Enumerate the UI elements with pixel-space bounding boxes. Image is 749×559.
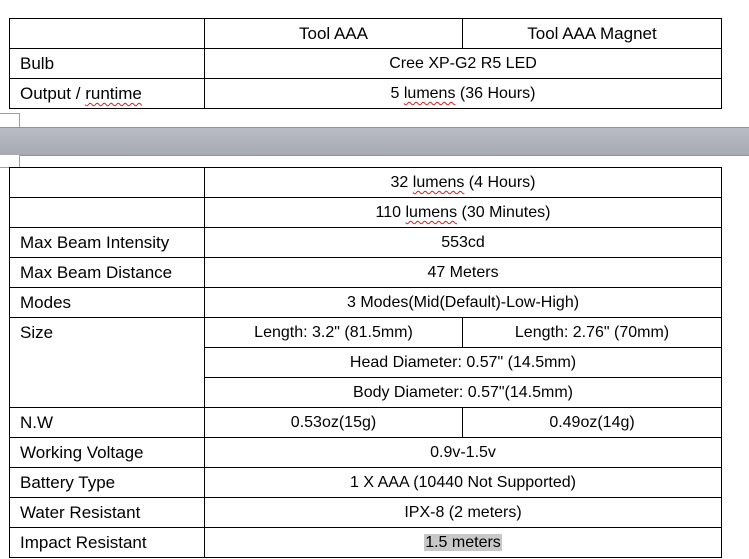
row-label-battery-type[interactable]: Battery Type [10,468,205,498]
value-text: 5 [390,85,404,102]
row-label-impact-resistant[interactable]: Impact Resistant [10,528,205,558]
table-row [10,198,722,228]
table-row [10,408,722,438]
output-label-cell[interactable] [10,198,205,228]
table-row [10,228,722,258]
value-text: (4 Hours) [464,174,536,191]
length-tool-aaa[interactable]: Length: 3.2" (81.5mm) [205,318,463,348]
row-label-nw[interactable]: N.W [10,408,205,438]
length-tool-aaa-magnet[interactable]: Length: 2.76" (70mm) [463,318,722,348]
max-beam-distance-value[interactable]: 47 Meters [205,258,722,288]
spellcheck-word: runtime [85,84,142,103]
row-label-modes[interactable]: Modes [10,288,205,318]
output-high-value[interactable] [205,168,722,198]
modes-value[interactable]: 3 Modes(Mid(Default)-Low-High) [205,288,722,318]
table-row [10,49,722,79]
row-label-water-resistant[interactable]: Water Resistant [10,498,205,528]
battery-type-value[interactable]: 1 X AAA (10440 Not Supported) [205,468,722,498]
body-diameter-value[interactable]: Body Diameter: 0.57"(14.5mm) [205,378,722,408]
water-resistant-value[interactable]: IPX-8 (2 meters) [205,498,722,528]
spellcheck-word: lumens [405,204,458,221]
row-label-size[interactable]: Size [10,318,205,408]
output-low-value[interactable] [205,79,722,109]
table-row [10,528,722,558]
bulb-value[interactable]: Cree XP-G2 R5 LED [205,49,722,79]
impact-resistant-cell[interactable] [205,528,722,558]
nw-tool-aaa[interactable]: 0.53oz(15g) [205,408,463,438]
spellcheck-word: lumens [412,174,465,191]
row-label-working-voltage[interactable]: Working Voltage [10,438,205,468]
table-row [10,288,722,318]
value-text: 110 [375,204,406,221]
table-row [10,318,722,348]
table-row [10,438,722,468]
header-row [10,19,722,49]
header-tool-aaa[interactable]: Tool AAA [205,19,463,49]
page-break-corner-top [0,113,20,128]
nw-tool-aaa-magnet[interactable]: 0.49oz(14g) [463,408,722,438]
output-label-cell[interactable] [10,168,205,198]
row-label-max-beam-intensity[interactable]: Max Beam Intensity [10,228,205,258]
header-empty-cell[interactable] [10,19,205,49]
label-text: Output / [20,84,86,103]
table-row [10,468,722,498]
head-diameter-value[interactable]: Head Diameter: 0.57" (14.5mm) [205,348,722,378]
impact-resistant-value-selected[interactable]: 1.5 meters [425,534,501,551]
value-text: (30 Minutes) [457,204,551,221]
spec-table-top [9,18,722,109]
table-row [10,498,722,528]
value-text: (36 Hours) [455,85,536,102]
spec-table-bottom [9,167,722,558]
page-break-band [0,127,749,156]
row-label-bulb[interactable]: Bulb [10,49,205,79]
output-turbo-value[interactable] [205,198,722,228]
header-tool-aaa-magnet[interactable]: Tool AAA Magnet [463,19,722,49]
table-row [10,168,722,198]
table-row [10,258,722,288]
max-beam-intensity-value[interactable]: 553cd [205,228,722,258]
working-voltage-value[interactable]: 0.9v-1.5v [205,438,722,468]
row-label-output-runtime[interactable] [10,79,205,109]
spellcheck-word: lumens [403,85,456,102]
value-text: 32 [390,174,413,191]
row-label-max-beam-distance[interactable]: Max Beam Distance [10,258,205,288]
table-row [10,79,722,109]
